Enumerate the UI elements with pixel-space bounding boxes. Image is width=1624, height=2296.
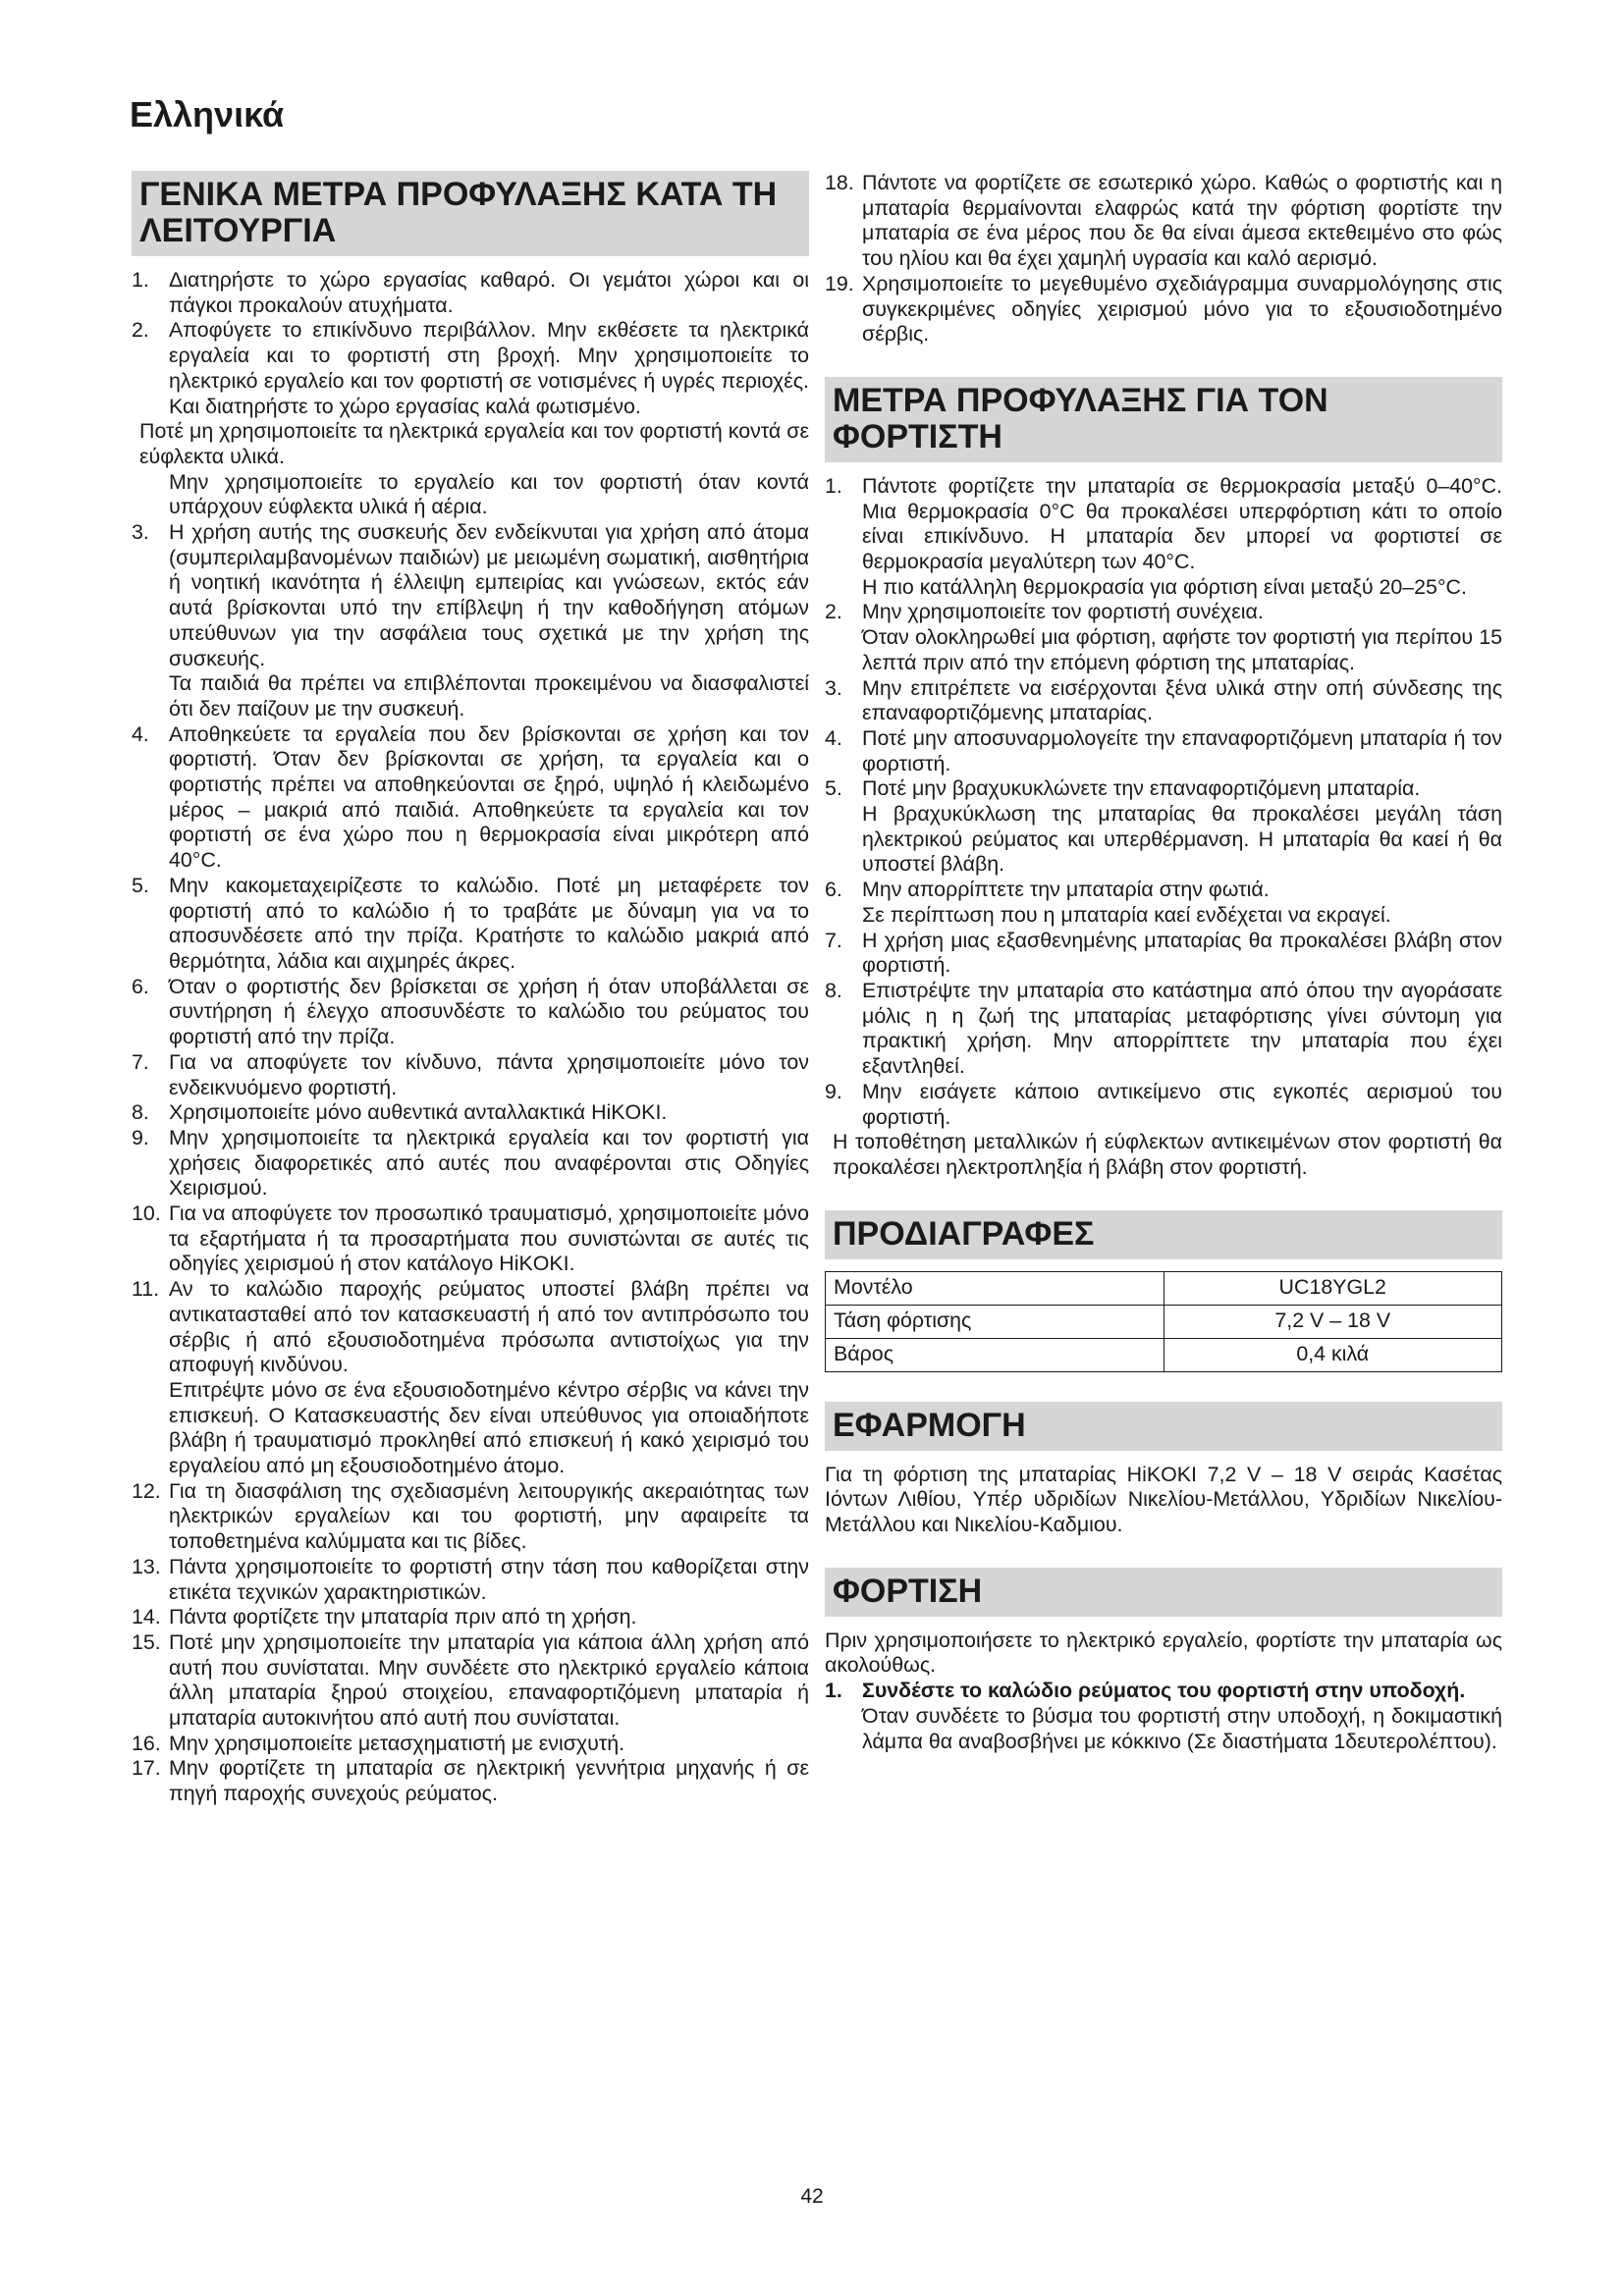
item-number: 18. xyxy=(825,171,854,194)
item-number: 5. xyxy=(132,873,149,897)
list-item xyxy=(825,1679,1502,1754)
list-item xyxy=(825,979,1502,1080)
list-item xyxy=(132,1126,809,1201)
list-item xyxy=(825,776,1502,878)
item-text-extra: Η βραχυκύκλωση της μπαταρίας θα προκαλέσει μεγάλη τάση ηλεκτρικού ρεύματος και υπερθέρμανση. Η μπαταρία θα καεί ή θα υποστεί βλάβη. xyxy=(862,802,1502,877)
item-text: Ποτέ μην βραχυκυκλώνετε την επαναφορτιζόμενη μπαταρία. xyxy=(862,776,1421,801)
step-number: 1. xyxy=(825,1679,842,1703)
item-number: 8. xyxy=(825,978,842,1002)
list-item xyxy=(132,268,809,318)
item-text: Πάντοτε φορτίζετε την μπαταρία σε θερμοκρασία μεταξύ 0–40°C. Μια θερμοκρασία 0°C θα προκαλέσει υπερφόρτιση κάτι το οποίο είναι επικίνδυνο. Η μπαταρία δεν μπορεί να φορτιστεί σε θερμοκρασία μεγαλύτερη των 40°C. xyxy=(862,473,1502,574)
item-number: 12. xyxy=(132,1478,161,1503)
item-text: Για να αποφύγετε τον κίνδυνο, πάντα χρησιμοποιείτε μόνο τον ενδεικνυόμενο φορτιστή. xyxy=(169,1049,809,1099)
item-text: Μην εισάγετε κάποιο αντικείμενο στις εγκοπές αερισμού του φορτιστή. xyxy=(862,1079,1502,1129)
spec-value: UC18YGL2 xyxy=(1164,1271,1502,1305)
general-precautions-list xyxy=(132,268,809,419)
item-number: 3. xyxy=(825,675,842,700)
item-text: Ποτέ μην αποσυναρμολογείτε την επαναφορτιζόμενη μπαταρία ή τον φορτιστή. xyxy=(862,725,1502,775)
list-item xyxy=(132,1630,809,1732)
item-text: Πάντα φορτίζετε την μπαταρία πριν από τη χρήση. xyxy=(169,1605,637,1629)
item-number: 9. xyxy=(825,1079,842,1103)
list-item xyxy=(825,474,1502,601)
application-heading: ΕΦΑΡΜΟΓΗ xyxy=(825,1402,1502,1451)
list-item xyxy=(132,1605,809,1630)
item-text: Μην κακομεταχειρίζεστε το καλώδιο. Ποτέ μη μεταφέρετε τον φορτιστή από το καλώδιο ή το τραβάτε με δύναμη για να το αποσυνδέσετε από την πρίζα. Κρατήστε το καλώδιο μακριά από θερμότητα, λάδια και αιχμηρές άκρες. xyxy=(169,873,809,973)
item-number: 7. xyxy=(132,1049,149,1074)
item-text-block xyxy=(862,878,1502,928)
item-text: Μην χρησιμοποιείτε τον φορτιστή συνέχεια. xyxy=(862,600,1264,624)
item-text: Μην απορρίπτετε την μπαταρία στην φωτιά. xyxy=(862,878,1270,902)
item-text-extra: Τα παιδιά θα πρέπει να επιβλέπονται προκειμένου να διασφαλιστεί ότι δεν παίζουν με την συσκευή. xyxy=(169,671,809,721)
charging-steps xyxy=(825,1679,1502,1754)
list-item xyxy=(825,1080,1502,1130)
item-number: 1. xyxy=(825,473,842,498)
list-item xyxy=(825,171,1502,272)
item-number: 3. xyxy=(132,520,149,545)
item-text-extra: Επιτρέψτε μόνο σε ένα εξουσιοδοτημένο κέντρο σέρβις να κάνει την επισκευή. Ο Κατασκευαστής δεν είναι υπεύθυνος για οποιαδήποτε βλάβη ή τραυματισμό προκληθεί από επισκευή ή κακό χειρισμό του εργαλείου από μη εξουσιοδοτημένο άτομο. xyxy=(169,1377,809,1478)
page-number: 42 xyxy=(800,2185,824,2208)
list-item xyxy=(132,1479,809,1555)
charger-precautions-heading: ΜΕΤΡΑ ΠΡΟΦΥΛΑΞΗΣ ΓΙΑ ΤΟΝ ΦΟΡΤΙΣΤΗ xyxy=(825,377,1502,462)
item-number: 11. xyxy=(132,1277,160,1302)
specifications-heading: ΠΡΟΔΙΑΓΡΑΦΕΣ xyxy=(825,1210,1502,1259)
charger-precautions-list xyxy=(825,474,1502,1130)
specifications-table xyxy=(825,1271,1502,1372)
language-title: Ελληνικά xyxy=(130,94,285,134)
item-text: Πάντοτε να φορτίζετε σε εσωτερικό χώρο. Καθώς ο φορτιστής και η μπαταρία θερμαίνονται ελαφρώς κατά την φόρτιση φορτίστε την μπαταρία σε ένα μέρος που δε θα είναι άμεσα εκτεθειμένο στο φώς του ηλίου και θα έχει χαμηλή υγρασία και καλό αερισμό. xyxy=(862,171,1502,271)
item-text: Για τη διασφάλιση της σχεδιασμένη λειτουργικής ακεραιότητας των ηλεκτρικών εργαλείων και του φορτιστή, μην αφαιρείτε τα τοποθετημένα καλύμματα και τις βίδες. xyxy=(169,1478,809,1554)
spec-label: Βάρος xyxy=(826,1338,1164,1371)
item-text: Για να αποφύγετε τον προσωπικό τραυματισμό, χρησιμοποιείτε μόνο τα εξαρτήματα ή τα προσαρτήματα που συνιστώνται σε αυτές τις οδηγίες χειρισμού ή στον κατάλογο HiKOKI. xyxy=(169,1201,809,1276)
item-number: 5. xyxy=(825,776,842,801)
item-number: 15. xyxy=(132,1629,161,1654)
item-text: Χρησιμοποιείτε μόνο αυθεντικά ανταλλακτικά HiKOKI. xyxy=(169,1100,668,1125)
item-text: Όταν ο φορτιστής δεν βρίσκεται σε χρήση ή όταν υποβάλλεται σε συντήρηση ή έλεγχο αποσυνδέστε το καλώδιο του ρεύματος του φορτιστή από την πρίζα. xyxy=(169,974,809,1049)
list-item xyxy=(132,520,809,722)
item-number: 1. xyxy=(132,268,149,292)
item-number: 6. xyxy=(132,974,149,998)
list-item xyxy=(132,1050,809,1100)
item-text-extra: Όταν ολοκληρωθεί μια φόρτιση, αφήστε τον φορτιστή για περίπου 15 λεπτά πριν από την επόμενη φόρτιση της μπαταρίας. xyxy=(862,625,1502,674)
charging-intro: Πριν χρησιμοποιήσετε το ηλεκτρικό εργαλείο, φορτίστε την μπαταρία ως ακολούθως. xyxy=(825,1628,1502,1678)
item-number: 13. xyxy=(132,1554,161,1578)
table-row xyxy=(826,1305,1502,1338)
item-number: 4. xyxy=(825,725,842,750)
item-text-block xyxy=(862,776,1502,878)
step-title: Συνδέστε το καλώδιο ρεύματος του φορτιστή στην υποδοχή. xyxy=(862,1679,1466,1703)
item-number: 19. xyxy=(825,271,854,295)
item-number: 2. xyxy=(132,318,149,343)
item-number: 4. xyxy=(132,721,149,746)
list-item xyxy=(825,272,1502,347)
general-precautions-heading: ΓΕΝΙΚΑ ΜΕΤΡΑ ΠΡΟΦΥΛΑΞΗΣ ΚΑΤΑ ΤΗ ΛΕΙΤΟΥΡΓΙΑ xyxy=(132,171,809,256)
item-note: Η τοποθέτηση μεταλλικών ή εύφλεκτων αντικειμένων στον φορτιστή θα προκαλέσει ηλεκτροπληξία ή βλάβη στον φορτιστή. xyxy=(833,1130,1502,1179)
item-number: 14. xyxy=(132,1605,161,1629)
list-item xyxy=(132,722,809,874)
list-item xyxy=(825,676,1502,726)
general-precautions-list-end xyxy=(825,171,1502,347)
list-item xyxy=(825,929,1502,979)
charging-heading: ΦΟΡΤΙΣΗ xyxy=(825,1568,1502,1617)
item-text-extra: Η πιο κατάλληλη θερμοκρασία για φόρτιση είναι μεταξύ 20–25°C. xyxy=(862,574,1467,599)
spec-label: Μοντέλο xyxy=(826,1271,1164,1305)
item-text: Αποφύγετε το επικίνδυνο περιβάλλον. Μην εκθέσετε τα ηλεκτρικά εργαλεία και το φορτιστή στη βροχή. Μην χρησιμοποιείτε το ηλεκτρικό εργαλείο και τον φορτιστή σε νοτισμένες ή υγρές περιοχές. Και διατηρήστε το χώρο εργασίας καλά φωτισμένο. xyxy=(169,318,809,418)
item-number: 6. xyxy=(825,878,842,902)
list-item xyxy=(132,975,809,1050)
item-text: Μην επιτρέπετε να εισέρχονται ξένα υλικά στην οπή σύνδεσης της επαναφορτιζόμενης μπαταρίας. xyxy=(862,675,1502,725)
item-text: Πάντα χρησιμοποιείτε το φορτιστή στην τάση που καθορίζεται στην ετικέτα τεχνικών χαρακτηριστικών. xyxy=(169,1554,809,1604)
item-text: Μην χρησιμοποιείτε τα ηλεκτρικά εργαλεία και τον φορτιστή για χρήσεις διαφορετικές από αυτές που αναφέρονται στις Οδηγίες Χειρισμού. xyxy=(169,1125,809,1201)
list-item xyxy=(132,1277,809,1479)
item-number: 8. xyxy=(132,1100,149,1125)
general-precautions-list-cont xyxy=(132,520,809,1807)
list-item xyxy=(132,874,809,975)
list-item xyxy=(825,726,1502,776)
spec-value: 0,4 κιλά xyxy=(1164,1338,1502,1371)
spec-label: Τάση φόρτισης xyxy=(826,1305,1164,1338)
application-text: Για τη φόρτιση της μπαταρίας HiKOKI 7,2 V – 18 V σειράς Κασέτας Ιόντων Λιθίου, Υπέρ υδριδίων Νικελίου-Μετάλλου, Υδριδίων Νικελίου-Μετάλλου και Νικελίου-Καδμιου. xyxy=(825,1462,1502,1537)
item-number: 7. xyxy=(825,928,842,952)
list-item xyxy=(132,1100,809,1126)
step-text: Όταν συνδέετε το βύσμα του φορτιστή στην υποδοχή, η δοκιμαστική λάμπα θα αναβοσβήνει με κόκκινο (Σε διαστήματα 1δευτερολέπτου). xyxy=(862,1703,1502,1753)
item-text: Η χρήση αυτής της συσκευής δεν ενδείκνυται για χρήση από άτομα (συμπεριλαμβανομένων παιδιών) με μειωμένη σωματική, αισθητήρια ή νοητική ικανότητα ή έλλειψη εμπειρίας και γνώσεων, εκτός εάν αυτά βρίσκονται υπό την επίβλεψη ή την καθοδήγηση ατόμων υπεύθυνων για την ασφάλεια τους σχετικά με την χρήση της συσκευής. xyxy=(169,520,809,670)
list-item xyxy=(825,600,1502,675)
spec-value: 7,2 V – 18 V xyxy=(1164,1305,1502,1338)
item-text-block xyxy=(169,520,809,722)
list-item xyxy=(132,1732,809,1757)
list-item xyxy=(132,1201,809,1277)
item-text: Διατηρήστε το χώρο εργασίας καθαρό. Οι γεμάτοι χώροι και οι πάγκοι προκαλούν ατυχήματα. xyxy=(169,268,809,317)
table-row xyxy=(826,1271,1502,1305)
item-text: Μην χρησιμοποιείτε μετασχηματιστή με ενισχυτή. xyxy=(169,1731,625,1755)
item-number: 9. xyxy=(132,1125,149,1149)
item-text: Χρησιμοποιείτε το μεγεθυμένο σχεδιάγραμμα συναρμολόγησης στις συγκεκριμένες οδηγίες χειρισμού μόνο για το εξουσιοδοτημένο σέρβις. xyxy=(862,271,1502,347)
list-item xyxy=(825,878,1502,928)
item-text: Μην φορτίζετε τη μπαταρία σε ηλεκτρική γεννήτρια μηχανής ή σε πηγή παροχής συνεχούς ρεύματος. xyxy=(169,1756,809,1806)
right-column xyxy=(825,171,1502,1754)
item-text-block xyxy=(169,1277,809,1479)
list-item xyxy=(132,318,809,419)
step-text-block xyxy=(862,1679,1502,1754)
item-number: 10. xyxy=(132,1201,161,1226)
item-text-extra: Σε περίπτωση που η μπαταρία καεί ενδέχεται να εκραγεί. xyxy=(862,902,1391,927)
item-text: Η χρήση μιας εξασθενημένης μπαταρίας θα προκαλέσει βλάβη στον φορτιστή. xyxy=(862,928,1502,978)
item-number: 2. xyxy=(825,600,842,624)
item-note: Μην χρησιμοποιείτε το εργαλείο και τον φορτιστή όταν κοντά υπάρχουν εύφλεκτα υλικά ή αέρια. xyxy=(169,469,809,519)
left-column xyxy=(132,171,809,1807)
item-text-block xyxy=(862,600,1502,675)
item-text: Ποτέ μην χρησιμοποιείτε την μπαταρία για κάποια άλλη χρήση από αυτή που συνίσταται. Μην συνδέετε στο ηλεκτρικό εργαλείο κάποια άλλη μπαταρία ξηρού στοιχείου, επαναφορτιζόμενη μπαταρία ή μπαταρία αυτοκινήτου από αυτή που συνίσταται. xyxy=(169,1629,809,1731)
item-text: Αν το καλώδιο παροχής ρεύματος υποστεί βλάβη πρέπει να αντικατασταθεί από τον κατασκευαστή ή από τον αντιπρόσωπο του σέρβις ή από εξουσιοδοτημένα πρόσωπα αντιστοίχως για την αποφυγή κινδύνου. xyxy=(169,1277,809,1377)
list-item xyxy=(132,1555,809,1605)
item-text: Αποθηκεύετε τα εργαλεία που δεν βρίσκονται σε χρήση και τον φορτιστή. Όταν δεν βρίσκονται σε χρήση, τα εργαλεία και ο φορτιστής πρέπει να αποθηκεύονται σε ξηρό, υψηλό ή κλειδωμένο μέρος – μακριά από παιδιά. Αποθηκεύετε τα εργαλεία και τον φορτιστή σε ένα χώρο που η θερμοκρασία είναι μικρότερη από 40°C. xyxy=(169,721,809,873)
table-row xyxy=(826,1338,1502,1371)
list-item xyxy=(132,1756,809,1806)
item-number: 17. xyxy=(132,1756,161,1781)
item-text: Επιστρέψτε την μπαταρία στο κατάστημα από όπου την αγοράσατε μόλις η η ζωή της μπαταρίας μεταφόρτισης γίνει σύντομη για πρακτική χρήση. Μην απορρίπτετε την μπαταρία που έχει εξαντληθεί. xyxy=(862,978,1502,1079)
item-text-block xyxy=(862,474,1502,601)
item-number: 16. xyxy=(132,1731,161,1755)
item-note: Ποτέ μη χρησιμοποιείτε τα ηλεκτρικά εργαλεία και τον φορτιστή κοντά σε εύφλεκτα υλικά. xyxy=(139,419,809,468)
